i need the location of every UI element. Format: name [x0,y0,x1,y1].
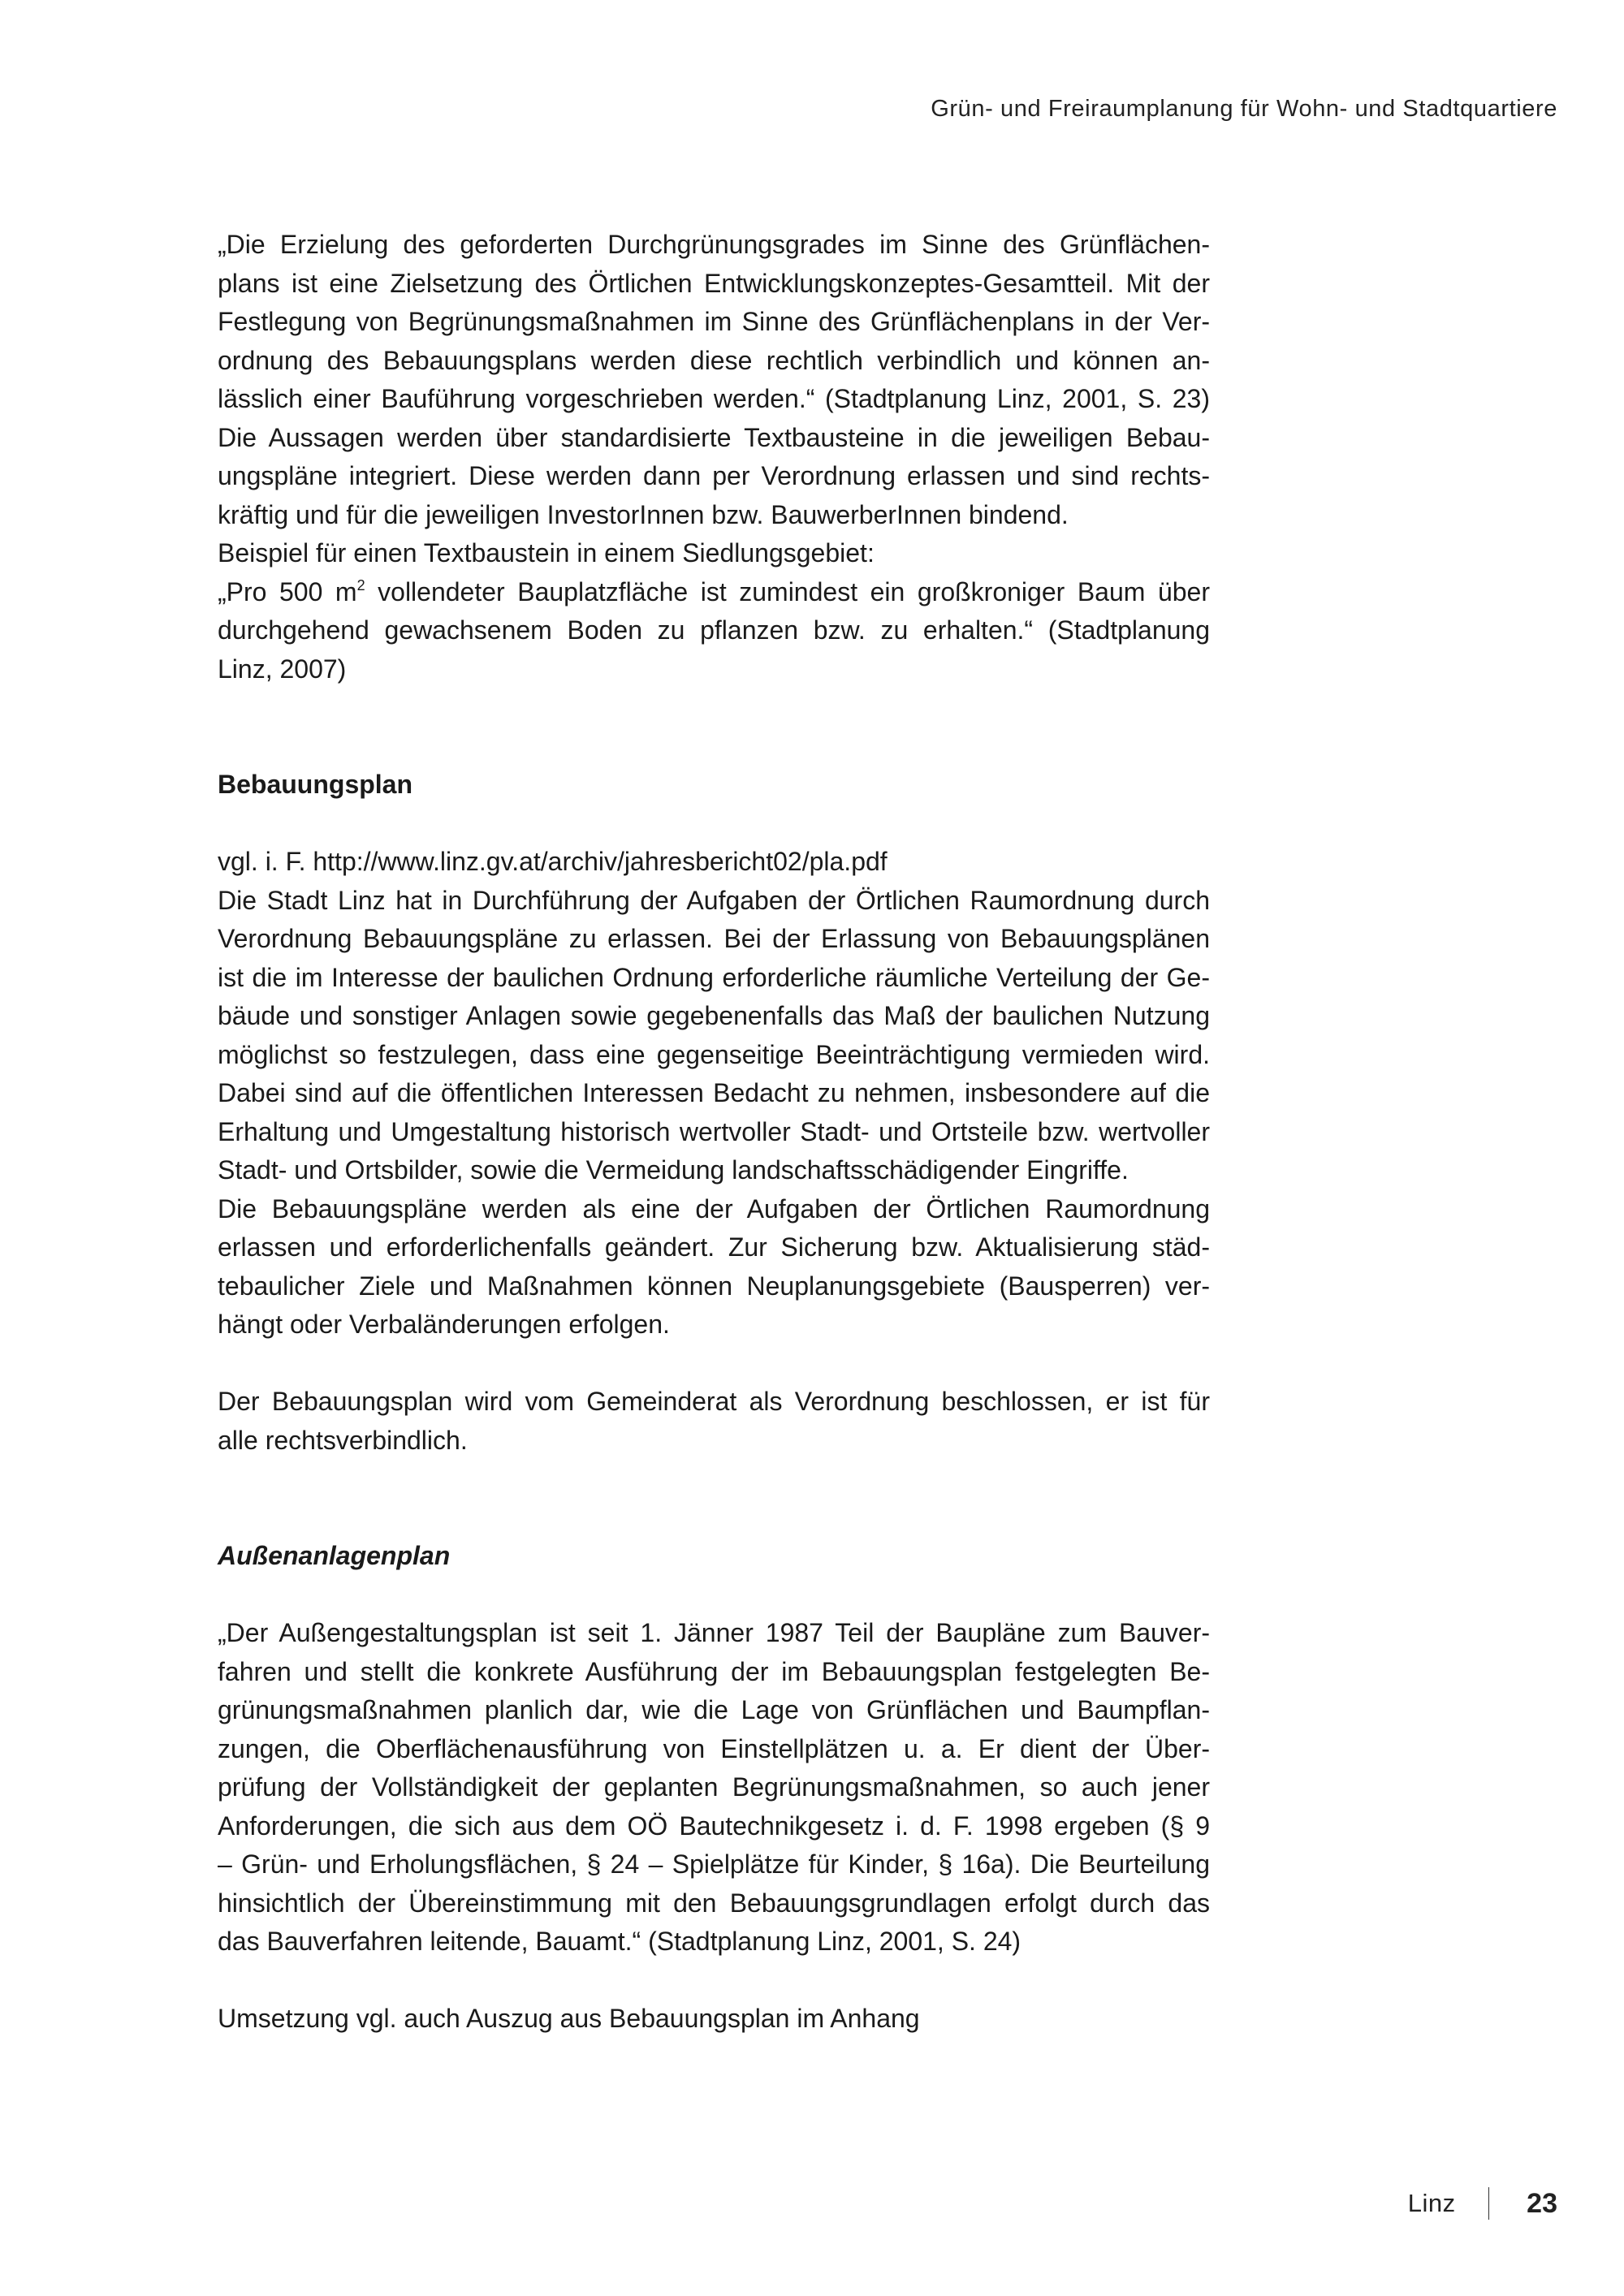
body-line: erlassen und erforderlichenfalls geändert. Zur Sicherung bzw. Aktualisierung städ- [218,1232,1210,1262]
body-line: Beispiel für einen Textbaustein in einem Siedlungsgebiet: [218,538,875,568]
body-line: Linz, 2007) [218,654,347,684]
body-line: das Bauverfahren leitende, Bauamt.“ (Stadtplanung Linz, 2001, S. 24) [218,1927,1021,1956]
superscript-2: 2 [356,576,365,593]
body-line: „Der Außengestaltungsplan ist seit 1. Jänner 1987 Teil der Baupläne zum Bauver- [218,1618,1210,1647]
body-line: kräftig und für die jeweiligen InvestorInnen bzw. BauwerberInnen bindend. [218,499,1069,529]
body-line: alle rechtsverbindlich. [218,1425,468,1455]
page-number: 23 [1527,2187,1557,2219]
quote-text-part: „Pro 500 m [218,576,357,606]
quote-text-part: vollendeter Bauplatzfläche ist zumindest ein großkroniger Baum über [365,576,1211,606]
body-line: Die Aussagen werden über standardisierte Textbausteine in die jeweiligen Bebau- [218,422,1210,452]
body-line: zungen, die Oberflächenausführung von Einstellplätzen u. a. Er dient der Über- [218,1733,1210,1763]
body-line: Die Bebauungspläne werden als eine der Aufgaben der Örtlichen Raumordnung [218,1193,1210,1224]
body-line: Festlegung von Begrünungsmaßnahmen im Sinne des Grünflächenplans in der Ver- [218,307,1210,336]
footer-location: Linz [1407,2189,1456,2217]
body-line: grünungsmaßnahmen planlich dar, wie die Lage von Grünflächen und Baumpflan- [218,1695,1210,1724]
footer-divider [1488,2187,1490,2220]
body-line: Stadt- und Ortsbilder, sowie die Vermeidung landschaftsschädigender Eingriffe. [218,1155,1129,1185]
body-line: Die Stadt Linz hat in Durchführung der Aufgaben der Örtlichen Raumordnung durch [218,885,1210,915]
body-line: Erhaltung und Umgestaltung historisch wertvoller Stadt- und Ortsteile bzw. wertvoller [218,1116,1210,1146]
body-line: prüfung der Vollständigkeit der geplanten Begrünungsmaßnahmen, so auch jener [218,1772,1210,1802]
body-line: Dabei sind auf die öffentlichen Interessen Bedacht zu nehmen, insbesondere auf die [218,1078,1210,1107]
body-line: Der Bebauungsplan wird vom Gemeinderat als Verordnung beschlossen, er ist für [218,1387,1210,1416]
body-line: Verordnung Bebauungspläne zu erlassen. Bei der Erlassung von Bebauungsplänen [218,924,1210,953]
body-line: ungspläne integriert. Diese werden dann per Verordnung erlassen und sind rechts- [218,461,1210,490]
body-line: bäude und sonstiger Anlagen sowie gegebenenfalls das Maß der baulichen Nutzung [218,1001,1210,1030]
body-line: Umsetzung vgl. auch Auszug aus Bebauungsplan im Anhang [218,2004,920,2033]
body-line: durchgehend gewachsenem Boden zu pflanzen bzw. zu erhalten.“ (Stadtplanung [218,615,1210,645]
body-line: ordnung des Bebauungsplans werden diese rechtlich verbindlich und können an- [218,345,1210,375]
body-line: hängt oder Verbaländerungen erfolgen. [218,1310,670,1339]
body-line: tebaulicher Ziele und Maßnahmen können Neuplanungsgebiete (Bausperren) ver- [218,1271,1210,1301]
quote-line-superscript [218,573,1210,612]
body-text [218,226,1210,2039]
body-line: möglichst so festzulegen, dass eine gegenseitige Beeinträchtigung vermieden wird. [218,1039,1210,1069]
body-line: Anforderungen, die sich aus dem OÖ Bautechnikgesetz i. d. F. 1998 ergeben (§ 9 [218,1810,1210,1841]
page-footer [1408,2184,1557,2223]
body-line: fahren und stellt die konkrete Ausführung der im Bebauungsplan festgelegten Be- [218,1656,1210,1686]
body-line: hinsichtlich der Übereinstimmung mit den Bebauungsgrundlagen erfolgt durch das [218,1888,1210,1918]
body-line: lässlich einer Bauführung vorgeschrieben werden.“ (Stadtplanung Linz, 2001, S. 23) [218,384,1210,413]
running-header: Grün- und Freiraumplanung für Wohn- und Stadtquartiere [931,96,1557,122]
body-line: „Die Erzielung des geforderten Durchgrünungsgrades im Sinne des Grünflächen- [218,230,1210,259]
body-line: ist die im Interesse der baulichen Ordnung erforderliche räumliche Verteilung der Ge- [218,962,1210,992]
body-line: plans ist eine Zielsetzung des Örtlichen Entwicklungskonzeptes-Gesamtteil. Mit der [218,268,1210,298]
section-heading-aussenanlagenplan: Außenanlagenplan [218,1541,451,1570]
section-heading-bebauungsplan: Bebauungsplan [218,770,413,799]
body-line: – Grün- und Erholungsflächen, § 24 – Spielplätze für Kinder, § 16a). Die Beurteilung [218,1849,1210,1879]
body-line: vgl. i. F. http://www.linz.gv.at/archiv/jahresbericht02/pla.pdf [218,847,888,876]
